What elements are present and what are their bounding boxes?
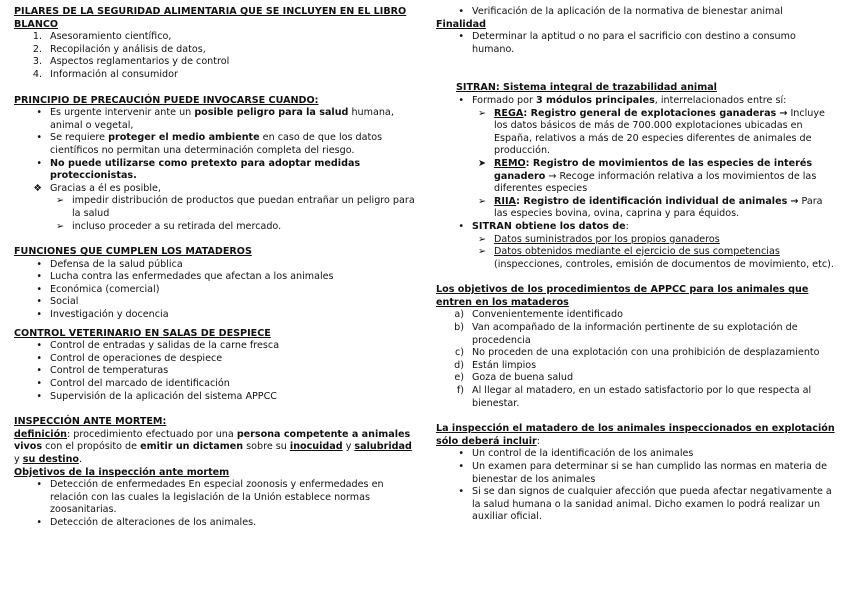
list-item: • Económica (comercial) <box>36 283 160 295</box>
bold-arrow-bullet-icon: ➤ <box>477 157 486 169</box>
arrow-bullet-icon: ➢ <box>55 220 64 232</box>
control-section <box>14 328 416 404</box>
funciones-heading: FUNCIONES QUE CUMPLEN LOS MATADEROS <box>14 246 252 258</box>
list-item: a) Convenientemente identificado <box>454 309 623 321</box>
list-item: • Un control de la identificación de los animales <box>458 448 694 460</box>
list-item: • Detección de enfermedades En especial zoonosis y enfermedades en relación con las cuales la legislación de la Unión establece normas zoosanitarias. <box>36 479 384 516</box>
finalidad-list <box>436 31 838 56</box>
arrow-bullet-icon: ➢ <box>477 107 486 119</box>
list-item: • Defensa de la salud pública <box>36 258 183 270</box>
arrow-bullet-icon: ➢ <box>477 246 486 258</box>
list-item: • Lucha contra las enfermedades que afectan a los animales <box>36 271 334 283</box>
list-item: • SITRAN obtiene los datos de: <box>458 220 629 232</box>
list-item: c) No proceden de una explotación con una prohibición de desplazamiento <box>454 347 820 359</box>
list-item: • Detección de alteraciones de los animales. <box>36 516 257 528</box>
objetivos-heading: Objetivos de la inspección ante mortem <box>14 466 230 478</box>
list-item: • Se requiere proteger el medio ambiente en caso de que los datos científicos no permitan una determinación completa del riesgo. <box>36 132 383 156</box>
arrow-bullet-icon: ➢ <box>477 195 486 207</box>
remo-item: ➤ REMO: Registro de movimientos de las especies de interés ganadero → Recoge información relativa a los movimientos de las diferentes especies <box>436 158 838 196</box>
list-item: 2. Recopilación y análisis de datos, <box>32 43 206 55</box>
control-list <box>14 340 416 403</box>
appcc-list <box>436 309 838 410</box>
list-item: • Control de temperaturas <box>36 365 169 377</box>
sitran-section <box>436 82 838 271</box>
riia-item: ➢ RIIA: Registro de identificación individual de animales → Para las especies bovina, ovina, caprina y para équidos. <box>436 196 838 221</box>
list-item: d) Están limpios <box>454 359 537 371</box>
list-item: • Supervisión de la aplicación del sistema APPCC <box>36 390 277 402</box>
list-item: e) Goza de buena salud <box>454 372 574 384</box>
precaucion-section <box>14 95 416 234</box>
funciones-section <box>14 246 416 322</box>
control-heading: CONTROL VETERINARIO EN SALAS DE DESPIECE <box>14 327 271 339</box>
pilares-list <box>14 31 416 81</box>
list-item: • Determinar la aptitud o no para el sacrificio con destino a consumo humano. <box>458 31 796 55</box>
list-item: • Social <box>36 296 79 308</box>
list-item: • Formado por 3 módulos principales, interrelacionados entre sí: <box>458 94 787 106</box>
list-item: • Investigación y docencia <box>36 309 169 321</box>
antemortem-heading: INSPECCIÓN ANTE MORTEM: <box>14 416 167 428</box>
sitran-heading: SITRAN: Sistema integral de trazabilidad animal <box>456 82 717 94</box>
diamond-bullet-icon: ❖ <box>33 182 42 194</box>
list-item: • Es urgente intervenir ante un posible peligro para la salud humana, animal o vegetal, <box>36 107 394 131</box>
list-item: • Si se dan signos de cualquier afección que pueda afectar negativamente a la salud humana o la sanidad animal. Dicho examen lo podrá realizar un auxiliar oficial. <box>458 486 832 523</box>
inspeccion-section: La inspección el matadero de los animales inspeccionados en explotación sólo deberá incluir : • Un control de la identificación de los animales • Un examen para determinar si se han cumplido las normas en materia de bienestar de los animales • Si se dan signos de cualquier afección que pueda afectar negativamente a la salud humana o la sanidad animal. Dicho examen lo podrá realizar un auxiliar oficial. <box>436 423 838 524</box>
list-item: ➢ Datos obtenidos mediante el ejercicio de sus competencias (inspecciones, controles, emisión de documentos de movimiento, etc). <box>436 246 838 271</box>
antemortem-section <box>14 416 416 529</box>
arrow-bullet-icon: ➢ <box>55 195 64 207</box>
arrow-bullet-icon: ➢ <box>477 233 486 245</box>
precaucion-heading: PRINCIPIO DE PRECAUCIÓN PUEDE INVOCARSE CUANDO: <box>14 94 319 106</box>
list-item: 4. Información al consumidor <box>32 68 178 80</box>
funciones-list <box>14 259 416 322</box>
right-arrow-icon: → <box>548 170 557 182</box>
list-item: ➢ incluso proceder a su retirada del mercado. <box>14 221 416 234</box>
inspeccion-heading: La inspección el matadero de los animales inspeccionados en explotación sólo deberá incluir <box>436 423 835 447</box>
right-arrow-icon: → <box>779 107 788 119</box>
finalidad-section <box>436 19 838 57</box>
list-item: 3. Aspectos reglamentarios y de control <box>32 56 230 68</box>
inspeccion-list <box>436 448 838 524</box>
appcc-section <box>436 284 838 410</box>
pilares-section <box>14 6 416 82</box>
appcc-heading: Los objetivos de los procedimientos de APPCC para los animales que entren en los mataderos <box>436 284 809 308</box>
left-column <box>14 6 416 530</box>
rega-item: ➢ REGA: Registro general de explotaciones ganaderas → Incluye los datos básicos de más de 700.000 explotaciones ubicadas en España, relativos a más de 20 especies diferentes de animales de producción. <box>436 108 838 158</box>
right-arrow-icon: → <box>790 195 799 207</box>
list-item: f) Al llegar al matadero, en un estado satisfactorio por lo que respecta al bienestar. <box>456 385 812 409</box>
list-item: • Un examen para determinar si se han cumplido las normas en materia de bienestar de los animales <box>458 461 827 485</box>
list-item: ➢ impedir distribución de productos que puedan entrañar un peligro para la salud <box>14 195 416 220</box>
list-item: 1. Asesoramiento científico, <box>32 31 172 43</box>
objetivos-list <box>14 479 416 529</box>
verificacion-list <box>436 6 838 19</box>
list-item: • Control de operaciones de despiece <box>36 352 223 364</box>
pilares-heading: PILARES DE LA SEGURIDAD ALIMENTARIA QUE SE INCLUYEN EN EL LIBRO BLANCO <box>14 6 407 30</box>
list-item: • Verificación de la aplicación de la normativa de bienestar animal <box>458 6 783 17</box>
list-item: • Control del marcado de identificación <box>36 378 230 390</box>
right-column <box>436 6 838 524</box>
list-item: • No puede utilizarse como pretexto para adoptar medidas proteccionistas. <box>36 157 361 182</box>
precaucion-list <box>14 107 416 233</box>
list-item: ➢ Datos suministrados por los propios ganaderos <box>436 234 838 247</box>
list-item: ❖ Gracias a él es posible, <box>14 183 416 196</box>
list-item: b) Van acompañado de la información pertinente de su explotación de procedencia <box>454 322 798 346</box>
definition-paragraph: definición: procedimiento efectuado por una persona competente a animales vivos con el propósito de emitir un dictamen sobre su inocuidad y salubridad y su destino. <box>14 428 412 465</box>
sitran-list <box>436 95 838 271</box>
finalidad-heading: Finalidad <box>436 18 486 30</box>
list-item: • Control de entradas y salidas de la carne fresca <box>36 340 280 352</box>
